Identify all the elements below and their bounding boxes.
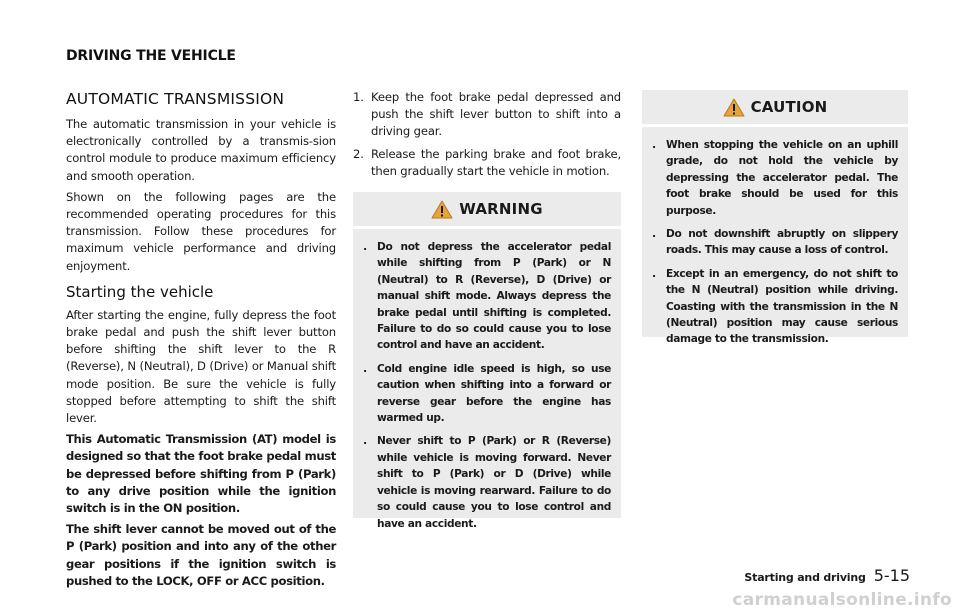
caution-item: [652, 226, 898, 259]
step-text: Release the parking brake and foot brake, then gradually start the vehicle in motion.: [371, 146, 621, 178]
warning-triangle-icon: [431, 200, 453, 219]
bullet: .: [652, 227, 657, 241]
right-column: [642, 90, 908, 346]
bullet: .: [652, 138, 657, 151]
step-number: 2.: [353, 146, 364, 161]
warning-item-text: Do not depress the accelerator pedal while shifting from P (Park) or N (Neutral) to R (Reverse), D (Drive) or manual shift mode. Always depress the brake pedal until shifting is completed. Failure to do so could cause you to lose control and have an accident.: [377, 241, 611, 352]
warning-item: [363, 433, 611, 531]
section-header: DRIVING THE VEHICLE: [66, 48, 236, 64]
page-footer: [744, 566, 910, 585]
page-title: AUTOMATIC TRANSMISSION: [66, 90, 285, 108]
warning-item-text: Cold engine idle speed is high, so use caution when shifting into a forward or reverse gear before the engine has warmed up.: [377, 362, 611, 425]
middle-column: [353, 89, 621, 530]
caution-item-text: Do not downshift abruptly on slippery roads. This may cause a loss of control.: [666, 228, 898, 257]
warning-box: [353, 192, 621, 530]
bullet: .: [363, 361, 368, 375]
warning-item: [363, 361, 611, 427]
brake-note-paragraph: This Automatic Transmission (AT) model is designed so that the foot brake pedal must be depressed before shifting from P (Park) to any drive position while the ignition switch is in the ON position.: [66, 432, 336, 516]
warning-triangle-icon: [723, 98, 745, 117]
warning-item-text: Never shift to P (Park) or R (Reverse) while vehicle is moving forward. Never shift to P (Park) or D (Drive) while vehicle is moving rearward. Failure to do so could cause you to lose control and have an accident.: [377, 435, 611, 530]
caution-label: CAUTION: [750, 98, 828, 116]
bullet: .: [363, 434, 368, 448]
footer-section-name: Starting and driving: [744, 571, 866, 584]
caution-item: [652, 137, 898, 219]
caution-box: [642, 90, 908, 346]
warning-label: WARNING: [459, 200, 543, 219]
warning-header: [353, 192, 621, 229]
subsection-title: Starting the vehicle: [66, 282, 214, 301]
warning-body: [353, 229, 621, 547]
caution-body: [642, 127, 908, 363]
caution-item: [652, 266, 898, 348]
intro-paragraph-2: Shown on the following pages are the recommended operating procedures for this transmission. Follow these procedures for maximum vehicle performance and driving enjoyment.: [66, 189, 336, 273]
step-item: [353, 89, 621, 141]
intro-paragraph-1: The automatic transmission in your vehicle is electronically controlled by a transmis-sion control module to produce maximum efficiency and smooth operation.: [66, 117, 336, 183]
caution-header: [642, 90, 908, 127]
step-text: Keep the foot brake pedal depressed and push the shift lever button to shift into a driving gear.: [371, 90, 621, 139]
bullet: .: [652, 266, 657, 280]
page-number: 5-15: [873, 566, 910, 585]
shift-lever-note-paragraph: The shift lever cannot be moved out of the P (Park) position and into any of the other gear positions if the ignition switch is pushed to the LOCK, OFF or ACC position.: [66, 522, 336, 588]
bullet: .: [363, 240, 368, 254]
caution-item-text: When stopping the vehicle on an uphill grade, do not hold the vehicle by depressing the accelerator pedal. The foot brake should be used for this purpose.: [666, 139, 898, 217]
step-number: 1.: [353, 90, 364, 104]
caution-item-text: Except in an emergency, do not shift to the N (Neutral) position while driving. Coasting with the transmission in the N (Neutral) position may cause serious damage to the transmission.: [666, 267, 898, 346]
left-column: [66, 90, 336, 594]
starting-paragraph: After starting the engine, fully depress the foot brake pedal and push the shift lever button before shifting the shift lever to the R (Reverse), N (Neutral), D (Drive) or Manual shift mode position. Be sure the vehicle is fully stopped before attempting to shift the shift lever.: [66, 307, 336, 426]
step-item: [353, 146, 621, 180]
steps-list: [353, 89, 621, 180]
warning-item: [363, 239, 611, 354]
watermark: carmanualsonline.info: [732, 590, 952, 610]
